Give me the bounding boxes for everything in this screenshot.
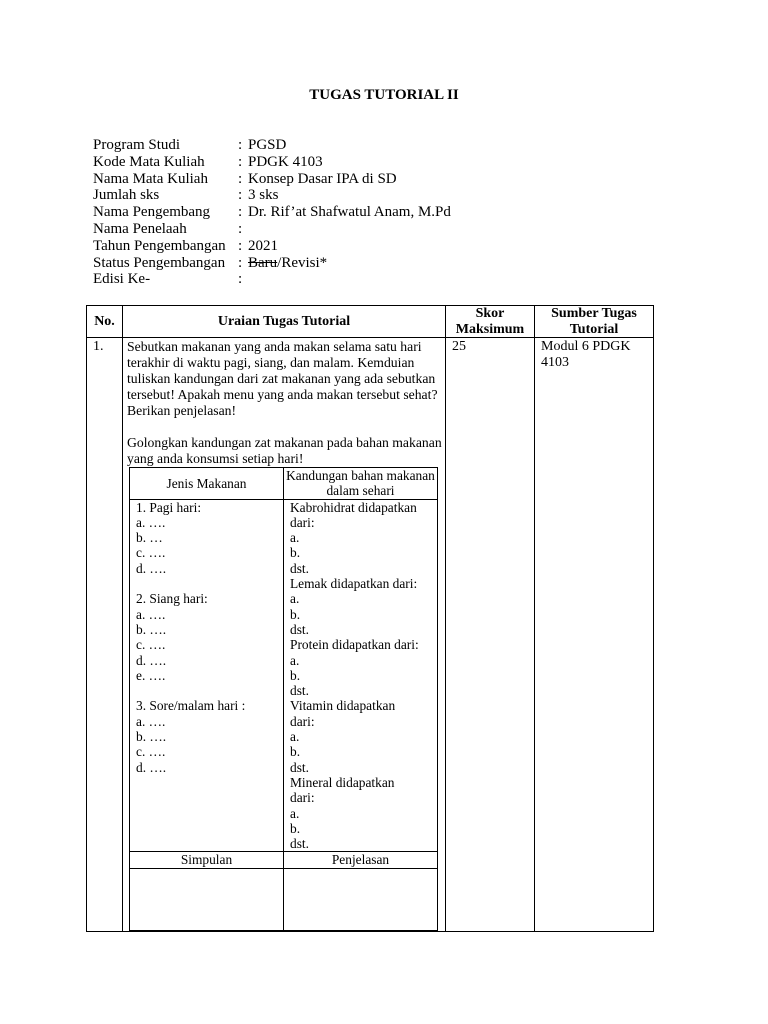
struck-value: Baru bbox=[248, 254, 278, 271]
food-line: d. …. bbox=[136, 652, 167, 668]
tutorial-task-table bbox=[86, 305, 654, 932]
nutrient-line: a. bbox=[290, 652, 300, 668]
nutrient-line: dst. bbox=[290, 836, 309, 852]
max-score: 25 bbox=[446, 338, 535, 932]
meta-label: Program Studi bbox=[93, 137, 181, 153]
food-line: b. …. bbox=[136, 621, 167, 637]
nutrient-line: b. bbox=[290, 667, 301, 683]
nutrient-line: a. bbox=[290, 591, 300, 607]
inner-content-row bbox=[130, 499, 438, 852]
nutrient-list bbox=[284, 499, 438, 852]
header-skor bbox=[446, 306, 535, 338]
meta-row-kode-mata-kuliah bbox=[93, 154, 451, 171]
meta-label: Jumlah sks bbox=[93, 187, 160, 204]
course-info bbox=[93, 137, 451, 288]
meta-value: PGSD bbox=[248, 137, 287, 153]
food-line: b. …. bbox=[136, 729, 167, 745]
meta-colon: : bbox=[238, 187, 243, 204]
food-line: 1. Pagi hari: bbox=[136, 499, 202, 515]
meta-row-tahun-pengembangan bbox=[93, 238, 451, 255]
meta-row-status-pengembangan bbox=[93, 255, 451, 272]
nutrient-line: dst. bbox=[290, 560, 309, 576]
nutrient-line: Protein didapatkan dari: bbox=[290, 637, 419, 653]
meta-colon: : bbox=[238, 153, 243, 170]
nutrient-line: Kabrohidrat didapatkan bbox=[290, 499, 417, 515]
meta-label: Nama Mata Kuliah bbox=[93, 170, 208, 187]
header-penjelasan: Penjelasan bbox=[284, 852, 438, 868]
row-number: 1. bbox=[87, 338, 123, 932]
meta-label: Nama Pengembang bbox=[93, 204, 211, 221]
meta-row-edisi-ke bbox=[93, 271, 451, 288]
meta-colon: : bbox=[238, 237, 243, 254]
food-line: e. …. bbox=[136, 667, 166, 683]
nutrient-line: dari: bbox=[290, 713, 315, 729]
nutrient-line: dst. bbox=[290, 621, 309, 637]
task-paragraph-1: Sebutkan makanan yang anda makan selama satu hari terakhir di waktu pagi, siang, dan malam. Kemduian tuliskan kandungan dari zat makanan yang ada sebutkan tersebut! Apakah menu yang anda makan tersebut sehat? Berikan penjelasan! bbox=[127, 339, 438, 418]
meta-row-nama-pengembang bbox=[93, 204, 451, 221]
food-line: a. …. bbox=[136, 514, 166, 530]
penjelasan-cell bbox=[284, 868, 438, 930]
meta-value: 2021 bbox=[248, 237, 278, 254]
food-line: b. … bbox=[136, 530, 163, 546]
header-kandungan: Kandungan bahan makanan dalam sehari bbox=[284, 468, 438, 500]
food-line: d. …. bbox=[136, 560, 167, 576]
nutrient-line: b. bbox=[290, 820, 301, 836]
nutrient-line: dst. bbox=[290, 759, 309, 775]
header-sumber bbox=[535, 306, 654, 338]
summary-header-row bbox=[130, 852, 438, 868]
header-uraian: Uraian Tugas Tutorial bbox=[123, 306, 446, 338]
food-line: d. …. bbox=[136, 759, 167, 775]
nutrient-line: a. bbox=[290, 805, 300, 821]
meta-value: PDGK 4103 bbox=[248, 153, 323, 170]
meta-colon: : bbox=[238, 204, 243, 221]
meta-value: Dr. Rif’at Shafwatul Anam, M.Pd bbox=[248, 204, 451, 221]
table-header-row bbox=[87, 306, 654, 338]
table-row bbox=[87, 338, 654, 932]
nutrient-line: Vitamin didapatkan bbox=[290, 698, 396, 714]
nutrient-line: a. bbox=[290, 530, 300, 546]
header-no: No. bbox=[87, 306, 123, 338]
meta-value: Konsep Dasar IPA di SD bbox=[248, 170, 397, 187]
meta-value bbox=[248, 255, 327, 272]
nutrient-line: Mineral didapatkan bbox=[290, 774, 395, 790]
meta-colon: : bbox=[238, 137, 243, 153]
meta-label: Status Pengembangan bbox=[93, 254, 226, 271]
meta-colon: : bbox=[238, 170, 243, 187]
task-description bbox=[123, 338, 446, 932]
meta-label: Edisi Ke- bbox=[93, 271, 151, 288]
nutrient-line: a. bbox=[290, 729, 300, 745]
nutrient-line: dst. bbox=[290, 683, 309, 699]
food-line: a. …. bbox=[136, 713, 166, 729]
page-title: TUGAS TUTORIAL II bbox=[309, 87, 459, 103]
meta-row-jumlah-sks bbox=[93, 187, 451, 204]
meta-colon: : bbox=[238, 271, 243, 288]
nutrient-line: dari: bbox=[290, 790, 315, 806]
task-paragraph-2: Golongkan kandungan zat makanan pada bahan makanan yang anda konsumsi setiap hari! bbox=[127, 435, 442, 466]
food-list bbox=[130, 499, 284, 852]
summary-blank-row bbox=[130, 868, 438, 930]
food-content-table bbox=[129, 467, 438, 931]
inner-header-row bbox=[130, 468, 438, 500]
simpulan-cell bbox=[130, 868, 284, 930]
food-line: 3. Sore/malam hari : bbox=[136, 698, 246, 714]
header-skor-line1: Skor bbox=[475, 306, 505, 321]
meta-row-nama-mata-kuliah bbox=[93, 171, 451, 188]
header-sumber-line2: Tutorial bbox=[569, 321, 619, 337]
food-line: c. …. bbox=[136, 637, 166, 653]
meta-label: Kode Mata Kuliah bbox=[93, 153, 205, 170]
food-line: c. …. bbox=[136, 545, 166, 561]
header-simpulan: Simpulan bbox=[130, 852, 284, 868]
meta-label: Nama Penelaah bbox=[93, 220, 187, 237]
nutrient-line: b. bbox=[290, 744, 301, 760]
nutrient-line: Lemak didapatkan dari: bbox=[290, 576, 418, 592]
meta-colon: : bbox=[238, 220, 243, 237]
status-value: /Revisi* bbox=[277, 254, 328, 271]
header-jenis-makanan: Jenis Makanan bbox=[130, 468, 284, 500]
header-sumber-line1: Sumber Tugas bbox=[551, 306, 637, 321]
meta-row-program-studi bbox=[93, 137, 451, 154]
food-line: a. …. bbox=[136, 606, 166, 622]
task-source: Modul 6 PDGK 4103 bbox=[535, 338, 654, 932]
nutrient-line: b. bbox=[290, 545, 301, 561]
meta-label: Tahun Pengembangan bbox=[93, 237, 226, 254]
header-skor-line2: Maksimum bbox=[455, 321, 525, 337]
meta-colon: : bbox=[238, 254, 243, 271]
nutrient-line: b. bbox=[290, 606, 301, 622]
nutrient-line: dari: bbox=[290, 514, 315, 530]
meta-row-nama-penelaah bbox=[93, 221, 451, 238]
meta-value: 3 sks bbox=[248, 187, 279, 204]
food-line: c. …. bbox=[136, 744, 166, 760]
food-line: 2. Siang hari: bbox=[136, 591, 208, 607]
